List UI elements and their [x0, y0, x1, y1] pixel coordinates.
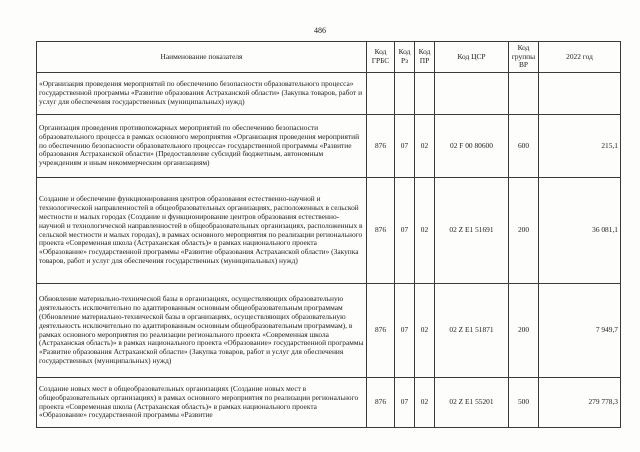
row-pr: 02 — [415, 378, 435, 428]
row-pr: 02 — [415, 178, 435, 284]
header-year: 2022 год — [539, 42, 621, 73]
row-rz — [395, 73, 415, 115]
row-csr: 02 Z E1 55201 — [435, 378, 509, 428]
row-name: Обновление материально-технической базы в организациях, осуществляющих образовательную деятельность исключительно по адаптированным основным общеобразовательным программам (Обновление материально-технической базы в организациях, осуществляющих образовательную деятельность исключительно по адаптированным основным общеобразовательным программам), в рамках основного мероприятия по реализации регионального проекта «Современная школа (Астраханская область)» в рамках национального проекта «Образование» государственной программы «Развитие образования Астраханской области» (Закупка товаров, работ и услуг для обеспечения государственных (муниципальных) нужд) — [37, 284, 367, 378]
row-amount — [539, 73, 621, 115]
row-rz: 07 — [395, 284, 415, 378]
header-rz: Код Рз — [395, 42, 415, 73]
row-vr: 200 — [509, 284, 539, 378]
row-rz: 07 — [395, 178, 415, 284]
row-csr — [435, 73, 509, 115]
table-header-row — [37, 42, 621, 73]
row-csr: 02 Z E1 51871 — [435, 284, 509, 378]
row-name: Создание новых мест в общеобразовательных организациях (Создание новых мест в общеобразовательных организациях) в рамках основного мероприятия по реализации регионального проекта «Современная школа (Астраханская область)» в рамках национального проекта «Образование» государственной программы «Развитие — [37, 378, 367, 428]
row-vr — [509, 73, 539, 115]
row-rz: 07 — [395, 378, 415, 428]
row-vr: 600 — [509, 115, 539, 178]
row-pr: 02 — [415, 115, 435, 178]
row-amount: 279 778,3 — [539, 378, 621, 428]
table-row — [37, 178, 621, 284]
page-number: 486 — [314, 26, 326, 35]
row-grbs — [367, 73, 395, 115]
row-name: Организация проведения противопожарных мероприятий по обеспечению безопасности образовательного процесса в рамках основного мероприятия «Организация проведения мероприятий по обеспечению безопасности образовательного процесса» государственной программы «Развитие образования Астраханской области» (Предоставление субсидий бюджетным, автономным учреждениям и иным некоммерческим организациям) — [37, 115, 367, 178]
header-vr: Код группы ВР — [509, 42, 539, 73]
table-row — [37, 73, 621, 115]
header-name: Наименование показателя — [37, 42, 367, 73]
header-csr: Код ЦСР — [435, 42, 509, 73]
row-amount: 215,1 — [539, 115, 621, 178]
row-rz: 07 — [395, 115, 415, 178]
row-pr — [415, 73, 435, 115]
row-vr: 500 — [509, 378, 539, 428]
table-row — [37, 378, 621, 428]
row-vr: 200 — [509, 178, 539, 284]
header-grbs: Код ГРБС — [367, 42, 395, 73]
row-amount: 36 081,1 — [539, 178, 621, 284]
row-pr: 02 — [415, 284, 435, 378]
row-grbs: 876 — [367, 378, 395, 428]
header-pr: Код ПР — [415, 42, 435, 73]
row-grbs: 876 — [367, 178, 395, 284]
row-grbs: 876 — [367, 284, 395, 378]
table-row — [37, 115, 621, 178]
row-amount: 7 949,7 — [539, 284, 621, 378]
row-name: Создание и обеспечение функционирования центров образования естественно-научной и технологической направленностей в общеобразовательных организациях, расположенных в сельской местности и малых городах (Создание и функционирование центров образования естественно-научной и технологической направленностей в общеобразовательных организациях, расположенных в сельской местности и малых городах), в рамках основного мероприятия по реализации регионального проекта «Современная школа (Астраханская область)» в рамках национального проекта «Образование» государственной программы «Развитие образования Астраханской области» (Закупка товаров, работ и услуг для обеспечения государственных (муниципальных) нужд) — [37, 178, 367, 284]
table-row — [37, 284, 621, 378]
budget-table — [36, 41, 621, 428]
row-grbs: 876 — [367, 115, 395, 178]
row-csr: 02 F 00 80600 — [435, 115, 509, 178]
row-name: «Организация проведения мероприятий по обеспечению безопасности образовательного процесса» государственной программы «Развитие образования Астраханской области» (Закупка товаров, работ и услуг для обеспечения государственных (муниципальных) нужд) — [37, 73, 367, 115]
row-csr: 02 Z E1 51691 — [435, 178, 509, 284]
